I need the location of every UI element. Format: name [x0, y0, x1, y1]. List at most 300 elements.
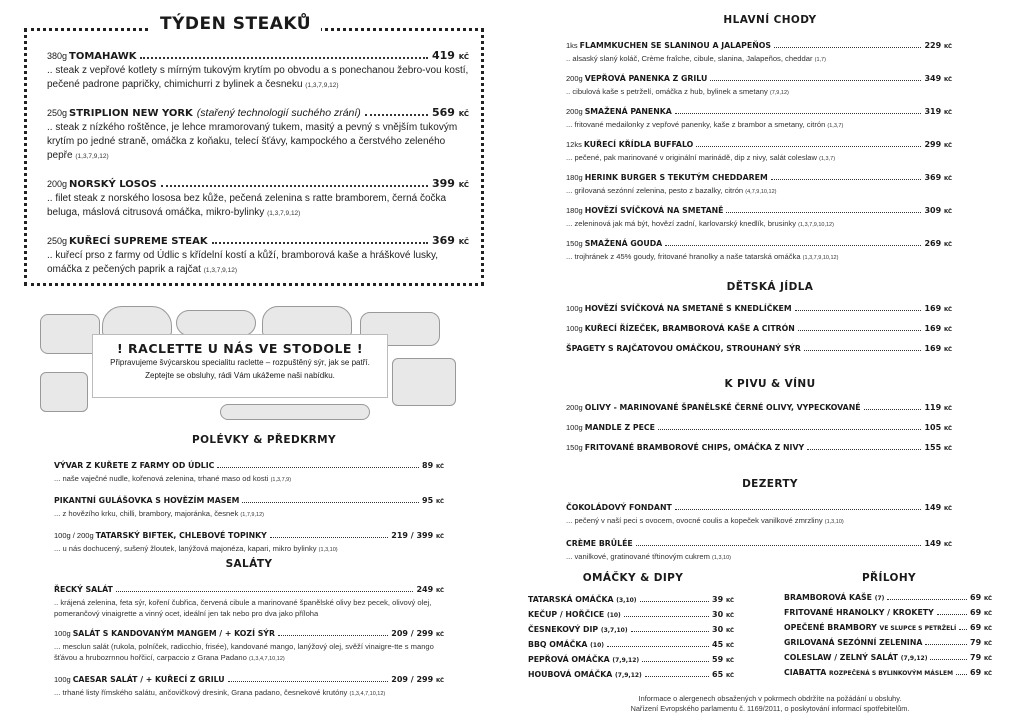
price-value: 69 — [970, 608, 982, 617]
currency-label: KČ — [458, 53, 469, 61]
menu-item-row — [566, 238, 952, 251]
dish-name-text: KUŘECÍ ŘÍZEČEK, BRAMBOROVÁ KAŠE A CITRÓN — [584, 324, 795, 333]
raclette-cheese-sketch-image — [392, 358, 456, 406]
steak-item-header — [47, 49, 469, 64]
dish-price — [970, 652, 992, 665]
dish-name-text: VÝVAR Z KUŘETE Z FARMY OD ÚDLIC — [54, 461, 215, 470]
currency-label: KČ — [725, 643, 734, 649]
allergen-list: (3,10) — [616, 597, 637, 604]
dish-name-text: SMAŽENÁ GOUDA — [584, 239, 663, 248]
menu-item — [566, 538, 952, 564]
menu-item — [54, 495, 444, 521]
dot-leader — [140, 57, 427, 59]
dot-leader — [228, 681, 389, 682]
raclette-banner-area — [40, 306, 470, 422]
dish-name — [784, 607, 934, 619]
description-text: ... trhané listy římského salátu, ančovičkový dresink, Grana padano, česnekové krutóny — [54, 688, 348, 697]
price-value: 269 — [924, 239, 942, 248]
currency-label: KČ — [943, 110, 952, 116]
price-value: 79 — [970, 653, 982, 662]
menu-item — [784, 592, 992, 605]
dish-price — [970, 607, 992, 620]
menu-item — [528, 669, 734, 682]
dish-price — [924, 442, 952, 455]
dish-name-text: CRÈME BRÛLÉE — [566, 539, 633, 548]
allergen-list: (1,3,7) — [827, 123, 844, 129]
menu-item-row — [566, 502, 952, 515]
dish-description — [566, 251, 952, 264]
description-text: .. alsaský slaný koláč, Crème fraîche, cibule, slanina, Jalapeños, cheddar — [566, 54, 813, 63]
dish-description — [54, 641, 444, 665]
menu-item — [566, 73, 952, 99]
dot-leader — [217, 467, 419, 468]
menu-item-row — [566, 402, 952, 415]
menu-item — [54, 530, 444, 556]
dish-weight: 200g — [47, 179, 68, 189]
beer-wine-list — [566, 402, 952, 462]
dish-price — [432, 106, 469, 121]
currency-label: KČ — [943, 406, 952, 412]
menu-item — [54, 628, 444, 665]
description-text: ... mesclun salát (rukola, polníček, radicchio, frisée), kandované mango, lanýžový olej, svěží vinaigre-tte s mango šťávou a hrubozrnnou hořčicí, carpaccio z Grana Padano — [54, 642, 434, 662]
sides-list — [784, 592, 992, 682]
dish-price — [422, 495, 444, 508]
dot-leader — [710, 80, 921, 81]
price-value: 155 — [924, 443, 942, 452]
price-value: 219 / 399 — [391, 531, 434, 540]
menu-item-row — [566, 139, 952, 152]
currency-label: KČ — [435, 632, 444, 638]
dot-leader — [804, 350, 922, 351]
dish-price — [391, 674, 444, 687]
menu-item — [566, 402, 952, 415]
dish-name-text: ČOKOLÁDOVÝ FONDANT — [566, 503, 672, 512]
menu-item-row — [784, 607, 992, 620]
menu-item-row — [566, 205, 952, 218]
dish-description — [54, 687, 444, 700]
dish-name-text: HOVĚZÍ SVÍČKOVÁ NA SMETANĚ S KNEDLÍČKEM — [584, 304, 792, 313]
menu-item — [566, 323, 952, 336]
dish-price — [924, 538, 952, 551]
price-value: 169 — [924, 304, 942, 313]
dot-leader — [925, 644, 967, 645]
price-value: 149 — [924, 539, 942, 548]
description-text: ... u nás dochucený, sušený žloutek, lanýžová majonéza, kapari, mikro bylinky — [54, 544, 317, 553]
dot-leader — [675, 113, 922, 114]
dish-weight: 150g — [566, 443, 583, 452]
dish-name — [528, 609, 621, 622]
dish-name — [96, 530, 267, 542]
menu-item-row — [54, 628, 444, 641]
dish-name-text: ŠPAGETY S RAJČATOVOU OMÁČKOU, STROUHANÝ SÝR — [566, 344, 801, 353]
menu-item — [784, 652, 992, 665]
dish-price — [970, 637, 992, 650]
dish-price — [924, 303, 952, 316]
dish-name-text: KEČUP / HOŘČICE — [528, 610, 605, 619]
dish-name — [566, 502, 672, 514]
dot-leader — [161, 185, 428, 187]
dish-name — [784, 592, 884, 605]
allergen-list: (7,9,12) — [615, 672, 642, 679]
menu-item-row — [54, 460, 444, 473]
allergen-list: (1,3,10) — [824, 519, 844, 525]
dish-weight: 100g — [54, 629, 71, 638]
dish-description — [566, 515, 952, 528]
dish-name-text: SMAŽENÁ PANENKA — [584, 107, 672, 116]
dish-weight: 180g — [566, 206, 583, 215]
main-courses-list — [566, 40, 952, 271]
price-value: 79 — [970, 638, 982, 647]
menu-item — [566, 205, 952, 231]
menu-item-row — [566, 538, 952, 551]
dish-description — [566, 185, 952, 198]
dish-name-text: FLAMMKUCHEN SE SLANINOU A JALAPEŇOS — [579, 41, 771, 50]
dish-price — [416, 584, 444, 597]
currency-label: KČ — [725, 628, 734, 634]
menu-item-row — [566, 40, 952, 53]
dish-description — [54, 543, 444, 556]
dish-description — [566, 53, 952, 66]
description-text: ... trojhránek z 45% goudy, fritované hranolky a naše tatarská omáčka — [566, 252, 801, 261]
dish-price — [970, 667, 992, 680]
steak-item — [47, 234, 469, 278]
dish-description — [566, 152, 952, 165]
currency-label: KČ — [943, 77, 952, 83]
dot-leader — [645, 676, 709, 677]
steak-item — [47, 106, 469, 164]
price-value: 30 — [712, 610, 724, 619]
price-value: 419 — [431, 49, 455, 62]
soups-title: POLÉVKY & PŘEDKRMY — [192, 434, 336, 446]
footer-line-1: Informace o alergenech obsažených v pokrmech obdržíte na požádání u obsluhy. — [638, 694, 902, 703]
dish-name-text: CAESAR SALÁT / + KUŘECÍ Z GRILU — [72, 675, 225, 684]
dish-description — [47, 249, 469, 278]
menu-item — [566, 343, 952, 356]
description-text: .. krájená zelenina, feta sýr, koření čubřica, červená cibule a marinované španělské olivy bez pecek, olivový olej, pomerančový vinaigrette a vinný ocet, ideální jen tak nebo pro dva jako příloha — [54, 598, 432, 618]
baguette-sketch-image — [176, 310, 256, 336]
currency-label: KČ — [725, 658, 734, 664]
desserts-title: DEZERTY — [742, 478, 798, 490]
menu-item-row — [784, 622, 992, 635]
allergen-list: (7,9,12) — [900, 655, 928, 662]
allergen-list: (1,3,7,9,12) — [75, 153, 109, 160]
dish-price — [712, 624, 734, 637]
raclette-banner — [92, 334, 388, 398]
dot-leader — [807, 449, 921, 450]
menu-item — [566, 442, 952, 455]
allergen-list: (1,3,7,9,12) — [305, 82, 339, 89]
dish-weight: 100g — [566, 324, 583, 333]
dish-name — [528, 654, 639, 667]
dish-price — [924, 402, 952, 415]
price-value: 309 — [924, 206, 942, 215]
dish-name — [784, 667, 953, 680]
menu-item-row — [784, 667, 992, 680]
dish-description — [54, 508, 444, 521]
dot-leader — [270, 537, 388, 538]
currency-label: KČ — [983, 626, 992, 632]
dish-name-text: OPEČENÉ BRAMBORY — [784, 623, 877, 632]
currency-label: KČ — [435, 499, 444, 505]
raclette-title: ! RACLETTE U NÁS VE STODOLE ! — [116, 341, 364, 356]
dish-name — [528, 669, 642, 682]
dish-name — [73, 674, 225, 686]
price-value: 209 / 299 — [391, 675, 434, 684]
description-text: ... pečený v naší peci s ovocem, ovocné coulis a kopeček vanilkové zmrzliny — [566, 516, 823, 525]
dish-weight: 250g — [47, 236, 68, 246]
dish-name-text: PEPŘOVÁ OMÁČKA — [528, 655, 610, 664]
dish-name-text: BBQ OMÁČKA — [528, 640, 588, 649]
dish-price — [924, 422, 952, 435]
dish-weight: 150g — [566, 239, 583, 248]
dish-description — [566, 86, 952, 99]
dish-weight: 200g — [566, 403, 583, 412]
dish-description — [566, 119, 952, 132]
price-value: 349 — [924, 74, 942, 83]
currency-label: KČ — [983, 611, 992, 617]
dish-name-text: HOVĚZÍ SVÍČKOVÁ NA SMETANĚ — [584, 206, 724, 215]
menu-item-row — [784, 652, 992, 665]
dish-name-text: OLIVY - MARINOVANÉ ŠPANĚLSKÉ ČERNÉ OLIVY, VYPECKOVANÉ — [584, 403, 861, 412]
dish-price — [924, 502, 952, 515]
menu-item — [54, 674, 444, 700]
footer-line-2: Nařízení Evropského parlamentu č. 1169/2011, o poskytování informací spotřebitelům. — [630, 704, 910, 713]
dish-price — [924, 238, 952, 251]
menu-item-row — [528, 609, 734, 622]
price-value: 229 — [924, 41, 942, 50]
dish-price — [432, 234, 469, 249]
currency-label: KČ — [943, 446, 952, 452]
dish-price — [924, 343, 952, 356]
price-value: 569 — [431, 106, 455, 119]
sides-title: PŘÍLOHY — [861, 572, 917, 584]
currency-label: KČ — [943, 542, 952, 548]
currency-label: KČ — [943, 176, 952, 182]
dish-name — [528, 594, 637, 607]
dot-leader — [607, 646, 709, 647]
currency-label: KČ — [943, 242, 952, 248]
dot-leader — [624, 616, 709, 617]
dish-weight: 100g — [54, 675, 71, 684]
allergen-list: (10) — [606, 612, 621, 619]
dish-name — [73, 628, 275, 640]
menu-item — [528, 594, 734, 607]
dish-weight: 100g — [566, 304, 583, 313]
dish-price — [712, 654, 734, 667]
dish-description — [47, 121, 469, 164]
dot-leader — [665, 245, 921, 246]
menu-item — [566, 238, 952, 264]
dish-name — [54, 495, 239, 507]
price-value: 105 — [924, 423, 942, 432]
price-value: 249 — [416, 585, 434, 594]
dish-name: NORSKÝ LOSOS — [69, 179, 157, 190]
dot-leader — [930, 659, 967, 660]
price-value: 30 — [712, 625, 724, 634]
price-value: 69 — [970, 668, 982, 677]
dish-weight: 100g — [566, 423, 583, 432]
steak-list — [47, 49, 469, 278]
price-value: 39 — [712, 595, 724, 604]
dish-description — [566, 551, 952, 564]
cheese-block-sketch-image — [40, 372, 88, 412]
currency-label: KČ — [435, 588, 444, 594]
dot-leader — [116, 591, 414, 592]
dish-weight: 200g — [566, 107, 583, 116]
allergen-list: (1,3,7,9) — [270, 477, 292, 483]
steak-week-box — [24, 28, 484, 286]
menu-item — [566, 106, 952, 132]
dish-price — [391, 628, 444, 641]
dish-price — [970, 592, 992, 605]
dish-price — [970, 622, 992, 635]
menu-item — [784, 622, 992, 635]
dish-name-text: MANDLE Z PECE — [584, 423, 655, 432]
description-text: .. cibulová kaše s petrželí, omáčka z hub, bylinek a smetany — [566, 87, 768, 96]
dish-name — [585, 205, 724, 217]
dish-name — [585, 422, 655, 434]
dish-description — [54, 473, 444, 486]
currency-label: KČ — [725, 673, 734, 679]
dish-name — [585, 106, 672, 118]
dot-leader — [726, 212, 921, 213]
dish-name — [585, 442, 804, 454]
menu-item — [528, 624, 734, 637]
dish-weight: 12ks — [566, 140, 582, 149]
dish-name — [566, 538, 633, 550]
raclette-line-2: Zeptejte se obsluhy, rádi Vám ukážeme naši nabídku. — [145, 371, 335, 380]
dish-name — [54, 584, 113, 596]
dot-leader — [798, 330, 922, 331]
dish-name — [784, 652, 927, 665]
menu-item — [528, 654, 734, 667]
dish-price — [432, 177, 469, 192]
menu-item-row — [784, 637, 992, 650]
menu-item — [784, 637, 992, 650]
board-sketch-image — [220, 404, 370, 420]
kids-list — [566, 303, 952, 363]
dish-name-text: CIABATTA — [784, 668, 827, 677]
steak-item-header — [47, 177, 469, 192]
allergen-list: ROZPEČENÁ S BYLINKOVÝM MÁSLEM — [829, 670, 954, 677]
allergen-footer — [530, 694, 1010, 714]
description-text: ... naše vaječné nudle, kořenová zelenina, trhané maso od kosti — [54, 474, 269, 483]
price-value: 169 — [924, 324, 942, 333]
currency-label: KČ — [458, 238, 469, 246]
dish-price — [712, 594, 734, 607]
dish-description — [566, 218, 952, 231]
menu-item — [566, 422, 952, 435]
dish-name — [54, 460, 214, 472]
dish-weight: 100g / 200g — [54, 531, 94, 540]
menu-item-row — [528, 654, 734, 667]
price-value: 369 — [924, 173, 942, 182]
dish-description — [54, 597, 444, 619]
description-text: ... pečené, pak marinované v originální marinádě, dip z nivy, salát coleslaw — [566, 153, 818, 162]
price-value: 89 — [422, 461, 434, 470]
dish-price — [924, 106, 952, 119]
allergen-list: (7,9,12) — [612, 657, 640, 664]
dish-price — [924, 73, 952, 86]
dot-leader — [864, 409, 922, 410]
description-text: ... zeleninová jak má být, hovězí zadní, karlovarský knedlík, brusinky — [566, 219, 797, 228]
allergen-list: (1,3,7) — [819, 156, 836, 162]
dish-price — [924, 40, 952, 53]
dish-name-text: HOUBOVÁ OMÁČKA — [528, 670, 613, 679]
allergen-list: (7) — [874, 595, 885, 602]
dish-name: STRIPLION NEW YORK — [69, 108, 193, 119]
dish-price — [712, 669, 734, 682]
currency-label: KČ — [435, 678, 444, 684]
currency-label: KČ — [725, 613, 734, 619]
allergen-list: (1,3,7,9,10,12) — [798, 222, 834, 228]
menu-item — [528, 609, 734, 622]
currency-label: KČ — [943, 143, 952, 149]
currency-label: KČ — [943, 347, 952, 353]
dish-price — [924, 205, 952, 218]
dish-weight: 1ks — [566, 41, 578, 50]
menu-item — [54, 460, 444, 486]
dot-leader — [242, 502, 419, 503]
dish-name — [580, 40, 771, 52]
price-value: 95 — [422, 496, 434, 505]
beer-wine-title: K PIVU & VÍNU — [724, 378, 816, 390]
menu-item-row — [528, 669, 734, 682]
price-value: 149 — [924, 503, 942, 512]
price-value: 69 — [970, 623, 982, 632]
dish-price — [712, 639, 734, 652]
price-value: 59 — [712, 655, 724, 664]
menu-item-row — [528, 594, 734, 607]
menu-item-row — [54, 674, 444, 687]
menu-item-row — [566, 442, 952, 455]
dish-name-text: FRITOVANÉ HRANOLKY / KROKETY — [784, 608, 934, 617]
dish-price — [924, 139, 952, 152]
menu-item — [784, 667, 992, 680]
allergen-list: (1,3,10) — [712, 555, 732, 561]
currency-label: KČ — [943, 506, 952, 512]
currency-label: KČ — [943, 426, 952, 432]
dot-leader — [658, 429, 921, 430]
dish-name-text: ČESNEKOVÝ DIP — [528, 625, 599, 634]
dish-price — [924, 172, 952, 185]
currency-label: KČ — [983, 671, 992, 677]
dish-name-text: ŘECKÝ SALÁT — [54, 585, 113, 594]
sauces-list — [528, 594, 734, 684]
dot-leader — [640, 601, 709, 602]
price-value: 65 — [712, 670, 724, 679]
dish-name — [585, 238, 663, 250]
menu-item-row — [54, 530, 444, 543]
menu-item-row — [566, 73, 952, 86]
salads-title: SALÁTY — [225, 558, 273, 570]
raclette-line-1: Připravujeme švýcarskou specialitu raclette – rozpuštěný sýr, jak se patří. — [110, 358, 370, 367]
desserts-list — [566, 502, 952, 574]
description-text: ... grilovaná sezónní zelenina, pesto z bazalky, citrón — [566, 186, 744, 195]
price-value: 209 / 299 — [391, 629, 434, 638]
dot-leader — [642, 661, 709, 662]
dish-name — [585, 172, 768, 184]
currency-label: KČ — [943, 44, 952, 50]
dish-weight: 200g — [566, 74, 583, 83]
dot-leader — [631, 631, 709, 632]
allergen-list: (10) — [590, 642, 605, 649]
dot-leader — [365, 114, 428, 116]
currency-label: KČ — [435, 464, 444, 470]
menu-item — [528, 639, 734, 652]
dish-name-text: TATARSKÝ BIFTEK, CHLEBOVÉ TOPINKY — [95, 531, 267, 540]
dish-name-text: BRAMBOROVÁ KAŠE — [784, 593, 873, 602]
